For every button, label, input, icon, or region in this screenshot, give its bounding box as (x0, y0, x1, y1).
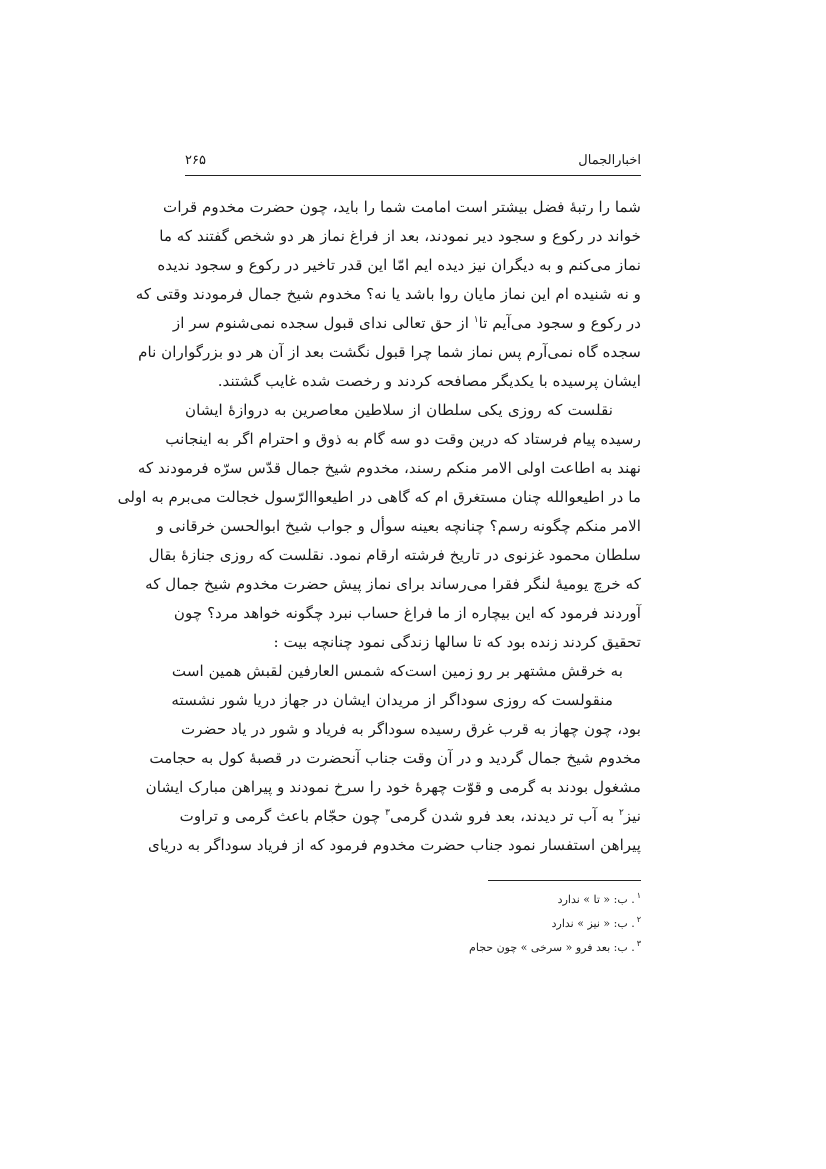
text-line: خواند در رکوع و سجود دیر نمودند، بعد از فراغ نماز هر دو شخص گفتند که ما (159, 227, 641, 245)
text-line (172, 309, 641, 338)
footnote-marker: ۱ (636, 891, 641, 901)
footnote-item (300, 936, 641, 960)
verse-hemistich-1: به خرقش مشتهر بر رو زمین است (404, 662, 623, 680)
body-text (117, 193, 641, 860)
text-line: سجده گاه نمی‌آرم پس نماز شما چرا قبول نگشت بعد از آن هر دو بزرگواران نام (138, 343, 641, 361)
text-line (179, 802, 641, 831)
verse-couplet (171, 657, 641, 686)
text-line: نماز می‌کنم و به دیگران نیز دیده ایم امّا این قدر تاخیر در رکوع و سجود ندیده (157, 256, 641, 274)
paragraph-start-line: منقولست که روزی سوداگر از مریدان ایشان در جهاز دریا شور نشسته (171, 691, 613, 709)
text-line: ایشان پرسیده با یکدیگر مصافحه کردند و رخصت شده غایب گشتند. (217, 372, 641, 390)
text-line: بود، چون چهاز به قرب غرق رسیده سوداگر به فریاد و شور در یاد حضرت (180, 720, 641, 738)
footnote-divider (488, 880, 641, 881)
page-number: ۲۶۵ (185, 153, 206, 168)
footnote-ref-2: ۲ (618, 807, 624, 818)
running-title: اخبارالجمال (578, 153, 641, 168)
footnote-item (300, 912, 641, 936)
text-line: شما را رتبهٔ فضل بیشتر است امامت شما را باید، چون حضرت مخدوم قرات (163, 198, 641, 216)
text-line: که خرچ یومیهٔ لنگر فقرا می‌رساند برای نماز پیش حضرت مخدوم شیخ جمال که (145, 575, 641, 593)
text-segment: نیز (623, 807, 641, 825)
text-line: پیراهن استفسار نمود جناب حضرت مخدوم فرمود که از فریاد سوداگر به دریای (148, 836, 641, 854)
verse-hemistich-2: که شمس العارفین لقبش همین است (171, 662, 405, 680)
text-line: سلطان محمود غزنوی در تاریخ فرشته ارقام نمود. نقلست که روزی جنازهٔ بقال (148, 546, 641, 564)
text-segment: چون حجّام باعث گرمی و تراوت (179, 807, 381, 825)
text-line: الامر منکم چگونه رسم؟ چنانچه بعینه سوأل و جواب شیخ ابوالحسن خرقانی و (156, 517, 641, 535)
footnote-ref-1: ۱ (473, 314, 479, 325)
text-line: مخدوم شیخ جمال گردید و در آن وقت جناب آنحضرت در قصبهٔ کول به حجامت (149, 749, 641, 767)
text-line: مشغول بودند به گرمی و قوّت چهرهٔ خود را سرخ نمودند و پیراهن مبارک ایشان (145, 778, 641, 796)
text-line: ما در اطیعوالله چنان مستغرق ام که گاهی در اطیعواالرّسول خجالت می‌برم به اولی (117, 488, 641, 506)
text-line: تحقیق کردند زنده بود که تا سالها زندگی نمود چنانچه بیت : (273, 633, 641, 651)
paragraph-start-line: نقلست که روزی یکی سلطان از سلاطین معاصرین به دروازهٔ ایشان (185, 401, 613, 419)
footnote-item (300, 888, 641, 912)
text-segment: به آب تر دیدند، بعد فرو شدن گرمی (390, 807, 615, 825)
text-segment: از حق تعالی ندای قبول سجده نمی‌شنوم سر از (172, 314, 469, 332)
page-header (185, 153, 641, 176)
footnotes (300, 888, 641, 960)
text-line: رسیده پیام فرستاد که درین وقت دو سه گام به ذوق و احترام اگر به اینجانب (165, 430, 641, 448)
text-line: نهند به اطاعت اولی الامر منکم رسند، مخدوم شیخ جمال قدّس سرّه فرمودند که (137, 459, 641, 477)
footnote-text: . ب: « تا » ندارد (557, 893, 635, 906)
text-line: آوردند فرمود که این بیچاره از ما فراغ حساب نبرد چگونه خواهد مرد؟ چون (173, 604, 641, 622)
footnote-marker: ۳ (636, 939, 641, 949)
footnote-text: . ب: بعد فرو « سرخی » چون حجام (469, 941, 635, 954)
footnote-ref-3: ۳ (385, 807, 391, 818)
text-segment: در رکوع و سجود می‌آیم تا (478, 314, 641, 332)
footnote-marker: ۲ (636, 915, 641, 925)
text-line: و نه شنیده ام این نماز مایان روا باشد یا نه؟ مخدوم شیخ جمال فرمودند وقتی که (135, 285, 641, 303)
footnote-text: . ب: « نیز » ندارد (551, 917, 635, 930)
